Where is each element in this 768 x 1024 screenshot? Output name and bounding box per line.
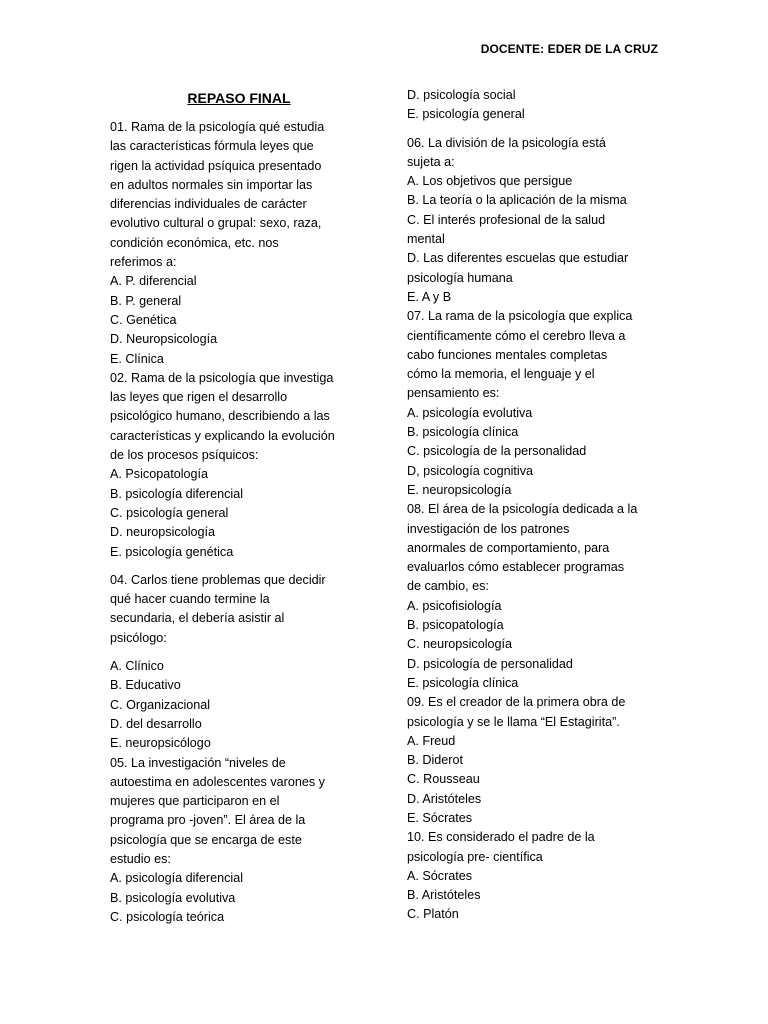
question-05-line: mujeres que participaron en el — [110, 794, 280, 809]
question-08-line: evaluarlos cómo establecer programas — [407, 560, 624, 575]
question-04-option: C. Organizacional — [110, 697, 211, 712]
question-01-line: las características fórmula leyes que — [110, 139, 314, 154]
question-01-line: diferencias individuales de carácter — [110, 197, 307, 212]
question-05-option: B. psicología evolutiva — [110, 890, 236, 905]
question-07-option: E. neuropsicología — [407, 482, 512, 497]
question-01-line: 01. Rama de la psicología qué estudia — [110, 120, 325, 134]
question-05-option: C. psicología teórica — [110, 909, 225, 924]
question-05-continued — [407, 86, 665, 125]
question-05-line: 05. La investigación “niveles de — [110, 755, 286, 770]
question-05-line: autoestima en adolescentes varones y — [110, 774, 325, 789]
question-09 — [407, 693, 665, 828]
question-04-line: qué hacer cuando termine la — [110, 592, 270, 607]
question-01-option: E. Clínica — [110, 351, 164, 366]
question-07-option: D, psicología cognitiva — [407, 463, 534, 478]
question-07-option: A. psicología evolutiva — [407, 405, 533, 420]
question-09-option: D. Aristóteles — [407, 791, 482, 806]
question-10-line: 10. Es considerado el padre de la — [407, 830, 595, 845]
question-08-line: anormales de comportamiento, para — [407, 540, 610, 555]
question-07-line: cabo funciones mentales completas — [407, 347, 608, 362]
question-05-line: psicología que se encarga de este — [110, 832, 302, 847]
question-08-line: investigación de los patrones — [407, 521, 570, 536]
question-01-line: evolutivo cultural o grupal: sexo, raza, — [110, 216, 322, 231]
page-title: REPASO FINAL — [187, 90, 291, 106]
question-08-option: A. psicofisiología — [407, 598, 502, 613]
question-08-option: B. psicopatología — [407, 618, 504, 633]
question-05-option: D. psicología social — [407, 88, 516, 102]
question-08-line: de cambio, es: — [407, 579, 489, 594]
question-02-option: C. psicología general — [110, 505, 229, 520]
question-10 — [407, 828, 665, 924]
question-02-option: A. Psicopatología — [110, 467, 209, 482]
question-04-line: 04. Carlos tiene problemas que decidir — [110, 572, 326, 587]
question-05-option: A. psicología diferencial — [110, 871, 244, 886]
question-02-line: de los procesos psíquicos: — [110, 448, 259, 463]
question-01 — [110, 118, 368, 369]
question-07-option: C. psicología de la personalidad — [407, 444, 587, 459]
question-04 — [110, 571, 368, 754]
question-04-option: B. Educativo — [110, 678, 181, 693]
question-04-line: psicólogo: — [110, 630, 167, 645]
question-01-option: B. P. general — [110, 293, 182, 308]
question-08-option: C. neuropsicología — [407, 637, 513, 652]
question-07-option: B. psicología clínica — [407, 425, 519, 440]
question-02-line: 02. Rama de la psicología que investiga — [110, 370, 334, 385]
question-08-option: E. psicología clínica — [407, 675, 519, 690]
question-02-line: características y explicando la evolución — [110, 428, 335, 443]
question-07 — [407, 307, 665, 500]
question-04-line: secundaria, el debería asistir al — [110, 611, 285, 626]
question-09-line: 09. Es el creador de la primera obra de — [407, 695, 626, 710]
question-07-line: pensamiento es: — [407, 386, 500, 401]
question-04-option: D. del desarrollo — [110, 716, 202, 731]
question-01-line: rigen la actividad psíquica presentado — [110, 158, 322, 173]
question-07-line: 07. La rama de la psicología que explica — [407, 309, 633, 324]
question-06-option: C. El interés profesional de la salud — [407, 212, 606, 227]
question-01-option: D. Neuropsicología — [110, 332, 218, 347]
question-06-option: B. La teoría o la aplicación de la misma — [407, 193, 627, 208]
question-08 — [407, 500, 665, 693]
question-06 — [407, 134, 665, 308]
question-01-line: referimos a: — [110, 255, 177, 270]
question-10-line: psicología pre- científica — [407, 849, 543, 864]
question-01-line: condición económica, etc. nos — [110, 235, 279, 250]
question-02-option: D. neuropsicología — [110, 525, 216, 540]
question-04-option: A. Clínico — [110, 659, 164, 674]
left-column — [110, 88, 368, 927]
question-02-line: psicológico humano, describiendo a las — [110, 409, 330, 424]
question-01-line: en adultos normales sin importar las — [110, 177, 313, 192]
question-10-option: A. Sócrates — [407, 868, 473, 883]
question-10-option: C. Platón — [407, 907, 459, 922]
question-02-line: las leyes que rigen el desarrollo — [110, 390, 288, 405]
question-06-line: 06. La división de la psicología está — [407, 135, 606, 150]
question-04-options — [110, 657, 368, 753]
question-09-option: E. Sócrates — [407, 810, 473, 825]
question-06-option: mental — [407, 232, 445, 247]
right-column — [407, 86, 665, 925]
question-10-option: B. Aristóteles — [407, 888, 481, 903]
question-02-option: B. psicología diferencial — [110, 486, 244, 501]
question-09-line: psicología y se le llama “El Estagirita”. — [407, 714, 620, 729]
question-06-option: E. A y B — [407, 289, 452, 304]
question-05-line: programa pro -joven”. El área de la — [110, 813, 306, 828]
question-02-option: E. psicología genética — [110, 544, 234, 559]
question-05 — [110, 754, 368, 928]
question-04-option: E. neuropsicólogo — [110, 736, 211, 751]
question-06-option: D. Las diferentes escuelas que estudiar — [407, 251, 629, 266]
question-02 — [110, 369, 368, 562]
question-06-option: A. Los objetivos que persigue — [407, 174, 573, 189]
question-06-line: sujeta a: — [407, 154, 455, 169]
question-01-option: C. Genética — [110, 312, 177, 327]
question-09-option: C. Rousseau — [407, 772, 480, 787]
question-07-line: científicamente cómo el cerebro lleva a — [407, 328, 626, 343]
question-07-line: cómo la memoria, el lenguaje y el — [407, 367, 595, 382]
question-08-line: 08. El área de la psicología dedicada a la — [407, 502, 638, 517]
question-08-option: D. psicología de personalidad — [407, 656, 573, 671]
question-01-option: A. P. diferencial — [110, 274, 197, 289]
question-05-option: E. psicología general — [407, 107, 525, 122]
question-09-option: A. Freud — [407, 733, 456, 748]
question-09-option: B. Diderot — [407, 753, 463, 768]
question-06-option: psicología humana — [407, 270, 513, 285]
question-05-line: estudio es: — [110, 851, 171, 866]
teacher-header: DOCENTE: EDER DE LA CRUZ — [480, 42, 658, 56]
